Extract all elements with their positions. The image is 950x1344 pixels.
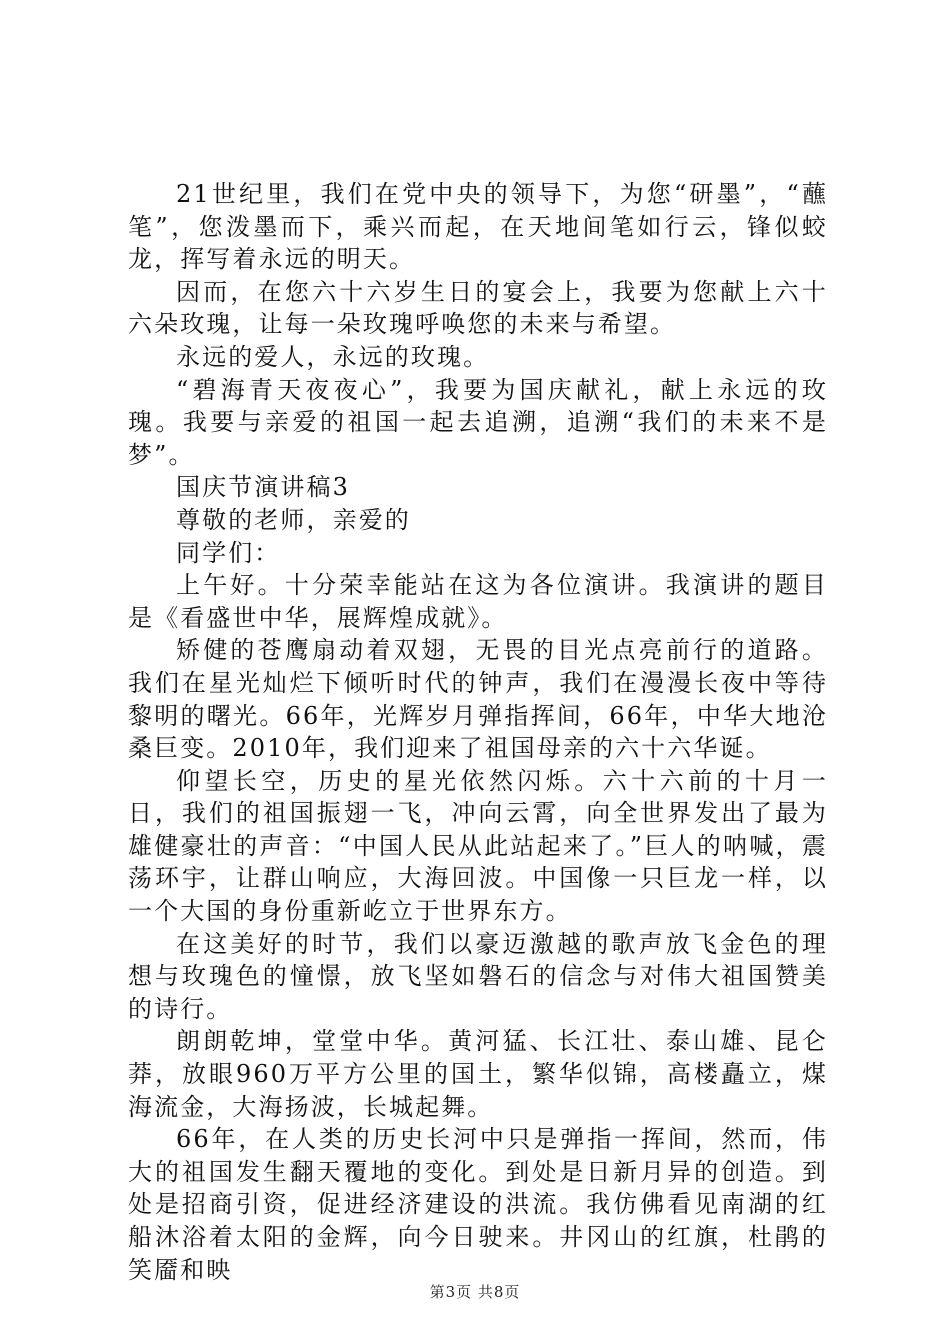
- paragraph: 矫健的苍鹰扇动着双翅，无畏的目光点亮前行的道路。我们在星光灿烂下倾听时代的钟声，我们在漫漫长夜中等待黎明的曙光。66年，光辉岁月弹指挥间，66年，中华大地沧桑巨变。2010年，我们迎来了祖国母亲的六十六华诞。: [128, 636, 828, 763]
- paragraph: “碧海青天夜夜心”，我要为国庆献礼，献上永远的玫瑰。我要与亲爱的祖国一起去追溯，追溯“我们的未来不是梦”。: [128, 375, 828, 469]
- body-text: [128, 178, 828, 1286]
- salutation: 尊敬的老师，亲爱的: [176, 505, 411, 534]
- paragraph: 因而，在您六十六岁生日的宴会上，我要为您献上六十六朵玫瑰，让每一朵玫瑰呼唤您的未来与希望。: [128, 277, 828, 339]
- paragraph: 66年，在人类的历史长河中只是弹指一挥间，然而，伟大的祖国发生翻天覆地的变化。到处是日新月异的创造。到处是招商引资，促进经济建设的洪流。我仿佛看见南湖的红船沐浴着太阳的金辉，向今日驶来。井冈山的红旗，杜鹃的笑靥和映: [128, 1125, 828, 1284]
- page-number-footer: 第3页 共8页: [429, 1283, 521, 1301]
- section-heading: 国庆节演讲稿3: [176, 473, 350, 502]
- paragraph: 永远的爱人，永远的玫瑰。: [176, 342, 490, 371]
- paragraph: 在这美好的时节，我们以豪迈激越的歌声放飞金色的理想与玫瑰色的憧憬，放飞坚如磐石的信念与对伟大祖国赞美的诗行。: [128, 929, 828, 1023]
- paragraph: 上午好。十分荣幸能站在这为各位演讲。我演讲的题目是《看盛世中华，展辉煌成就》。: [128, 571, 828, 632]
- paragraph: 21世纪里，我们在党中央的领导下，为您“研墨”，“蘸笔”，您泼墨而下，乘兴而起，在天地间笔如行云，锋似蛟龙，挥写着永远的明天。: [128, 180, 828, 274]
- paragraph: 仰望长空，历史的星光依然闪烁。六十六前的十月一日，我们的祖国振翅一飞，冲向云霄，向全世界发出了最为雄健豪壮的声音：“中国人民从此站起来了。”巨人的呐喊，震荡环宇，让群山响应，大海回波。中国像一只巨龙一样，以一个大国的身份重新屹立于世界东方。: [128, 766, 828, 926]
- paragraph: 朗朗乾坤，堂堂中华。黄河猛、长江壮、泰山雄、昆仑莽，放眼960万平方公里的国土，繁华似锦，高楼矗立，煤海流金，大海扬波，长城起舞。: [128, 1027, 828, 1121]
- salutation: 同学们：: [176, 538, 281, 567]
